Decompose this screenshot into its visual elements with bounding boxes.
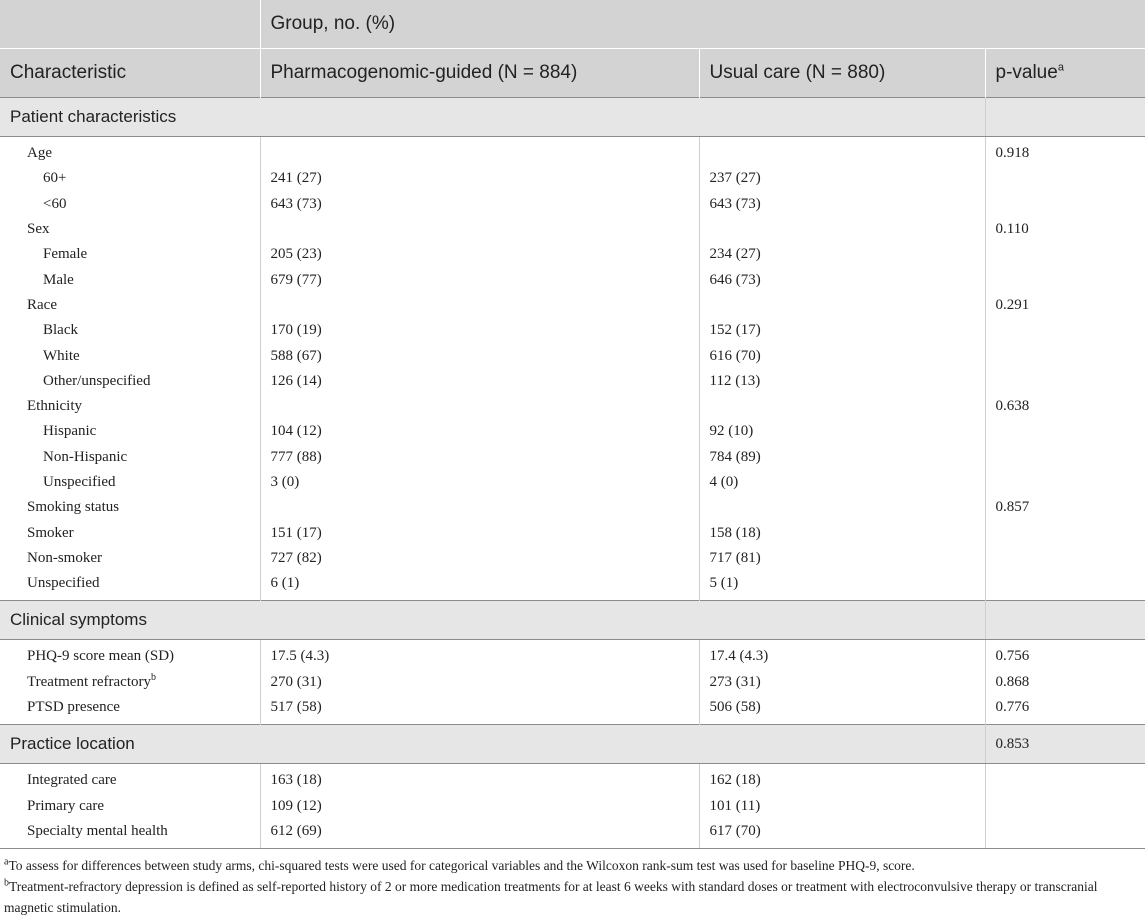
header-pvalue-text: p-value — [995, 62, 1058, 83]
row-label-text: Ethnicity — [27, 398, 82, 415]
section-pvalue: 0.853 — [985, 725, 1145, 764]
p-value — [985, 546, 1145, 571]
pgx-value — [260, 217, 699, 242]
section-row — [0, 601, 1145, 640]
section-pvalue — [985, 98, 1145, 137]
usual-care-value: 237 (27) — [699, 166, 985, 191]
pgx-value: 588 (67) — [260, 343, 699, 368]
table-header — [0, 0, 1145, 98]
p-value: 0.918 — [995, 145, 1030, 162]
table-row — [0, 819, 1145, 849]
pgx-value: 6 (1) — [260, 571, 699, 601]
row-label-text: Age — [27, 145, 52, 162]
usual-care-value: 112 (13) — [699, 369, 985, 394]
table-row — [0, 267, 1145, 292]
row-label-text: Smoker — [27, 524, 74, 541]
row-label — [0, 819, 260, 849]
pgx-value: 205 (23) — [260, 242, 699, 267]
table-row — [0, 137, 1145, 167]
row-label — [0, 520, 260, 545]
header-pvalue-sup: a — [1057, 61, 1064, 74]
row-label-text: Primary care — [27, 797, 105, 814]
usual-care-value: 158 (18) — [699, 520, 985, 545]
p-value — [985, 419, 1145, 444]
footnotes — [0, 849, 1145, 918]
table-body — [0, 98, 1145, 849]
table-row — [0, 217, 1145, 242]
usual-care-value: 616 (70) — [699, 343, 985, 368]
section-row — [0, 725, 1145, 764]
header-pgx: Pharmacogenomic-guided (N = 884) — [260, 49, 699, 98]
group-header: Group, no. (%) — [260, 0, 1145, 49]
table-row — [0, 242, 1145, 267]
row-label-text: Unspecified — [43, 474, 116, 490]
header-pvalue — [985, 49, 1145, 98]
row-label — [0, 343, 260, 368]
p-value — [985, 267, 1145, 292]
row-label — [0, 394, 260, 419]
p-value — [985, 764, 1145, 794]
usual-care-value: 5 (1) — [699, 571, 985, 601]
table-row — [0, 192, 1145, 217]
row-label-text: PHQ-9 score mean (SD) — [27, 648, 175, 665]
row-label-text: 60+ — [43, 170, 67, 187]
table-row — [0, 293, 1145, 318]
pgx-value: 643 (73) — [260, 192, 699, 217]
usual-care-value: 646 (73) — [699, 267, 985, 292]
usual-care-value — [699, 137, 985, 167]
row-label-text: <60 — [43, 195, 67, 212]
row-label — [0, 640, 260, 670]
section-title: Patient characteristics — [0, 98, 985, 137]
table-row — [0, 695, 1145, 725]
pgx-value — [260, 293, 699, 318]
row-label — [0, 217, 260, 242]
footnote-text: To assess for differences between study arms, chi-squared tests were used for categorical variables and the Wilcoxon rank-sum test was used for baseline PHQ-9, score. — [8, 858, 915, 874]
row-label — [0, 546, 260, 571]
p-value — [985, 571, 1145, 601]
row-label — [0, 267, 260, 292]
footnote-text: Treatment-refractory depression is defined as self-reported history of 2 or more medication treatments for at least 6 weeks with standard doses or treatment with electroconvulsive therapy or transcranial magnetic stimulation. — [4, 879, 1098, 916]
table-row — [0, 369, 1145, 394]
pgx-value: 104 (12) — [260, 419, 699, 444]
row-label-text: Specialty mental health — [27, 822, 168, 839]
row-label-text: Other/unspecified — [43, 372, 151, 389]
header-blank-cell — [0, 0, 260, 49]
row-label — [0, 445, 260, 470]
p-value — [985, 819, 1145, 849]
row-label — [0, 293, 260, 318]
table-row — [0, 470, 1145, 495]
pgx-value: 241 (27) — [260, 166, 699, 191]
usual-care-value: 784 (89) — [699, 445, 985, 470]
usual-care-value: 162 (18) — [699, 764, 985, 794]
row-label — [0, 242, 260, 267]
row-label — [0, 419, 260, 444]
row-label-text: Black — [43, 322, 78, 339]
table-row — [0, 640, 1145, 670]
pgx-value — [260, 137, 699, 167]
usual-care-value — [699, 293, 985, 318]
row-label — [0, 137, 260, 167]
row-label — [0, 192, 260, 217]
p-value: 0.868 — [995, 673, 1030, 690]
usual-care-value: 101 (11) — [699, 794, 985, 819]
pgx-value: 170 (19) — [260, 318, 699, 343]
table-row — [0, 419, 1145, 444]
table-row — [0, 546, 1145, 571]
table-row — [0, 343, 1145, 368]
p-value — [985, 318, 1145, 343]
pgx-value: 270 (31) — [260, 670, 699, 695]
usual-care-value: 717 (81) — [699, 546, 985, 571]
usual-care-value — [699, 217, 985, 242]
p-value — [985, 520, 1145, 545]
p-value — [985, 242, 1145, 267]
section-row — [0, 98, 1145, 137]
row-label — [0, 794, 260, 819]
row-label-text: PTSD presence — [27, 699, 120, 716]
p-value — [985, 166, 1145, 191]
usual-care-value: 273 (31) — [699, 670, 985, 695]
p-value: 0.291 — [995, 296, 1030, 313]
header-usual-care: Usual care (N = 880) — [699, 49, 985, 98]
pgx-value: 777 (88) — [260, 445, 699, 470]
row-label-text: Smoking status — [27, 499, 120, 516]
row-label-text: Race — [27, 296, 57, 313]
row-label-text: Treatment refractory — [27, 673, 151, 690]
row-label — [0, 670, 260, 695]
pgx-value: 163 (18) — [260, 764, 699, 794]
row-label — [0, 369, 260, 394]
row-label — [0, 571, 260, 601]
p-value — [985, 343, 1145, 368]
usual-care-value: 4 (0) — [699, 470, 985, 495]
section-title: Practice location — [0, 725, 985, 764]
pgx-value — [260, 495, 699, 520]
usual-care-value: 506 (58) — [699, 695, 985, 725]
usual-care-value: 152 (17) — [699, 318, 985, 343]
header-characteristic: Characteristic — [0, 49, 260, 98]
p-value — [985, 445, 1145, 470]
table-row — [0, 794, 1145, 819]
usual-care-value: 643 (73) — [699, 192, 985, 217]
p-value: 0.776 — [995, 699, 1030, 716]
usual-care-value — [699, 495, 985, 520]
pgx-value — [260, 394, 699, 419]
p-value — [985, 470, 1145, 495]
section-title: Clinical symptoms — [0, 601, 985, 640]
usual-care-value: 617 (70) — [699, 819, 985, 849]
table-row — [0, 318, 1145, 343]
table-row — [0, 166, 1145, 191]
footnote-mark: b — [4, 877, 9, 889]
row-label-text: Integrated care — [27, 772, 117, 789]
table-row — [0, 764, 1145, 794]
usual-care-value — [699, 394, 985, 419]
footnote-mark: a — [4, 856, 9, 868]
usual-care-value: 17.4 (4.3) — [699, 640, 985, 670]
p-value: 0.857 — [995, 499, 1030, 516]
usual-care-value: 234 (27) — [699, 242, 985, 267]
row-label-text: Sex — [27, 221, 50, 238]
row-label-text: Non-smoker — [27, 549, 102, 566]
row-label — [0, 166, 260, 191]
row-label — [0, 695, 260, 725]
pgx-value: 109 (12) — [260, 794, 699, 819]
pgx-value: 17.5 (4.3) — [260, 640, 699, 670]
pgx-value: 3 (0) — [260, 470, 699, 495]
row-label-text: Female — [43, 246, 88, 263]
row-label-text: Non-Hispanic — [43, 448, 128, 465]
row-label — [0, 764, 260, 794]
table-row — [0, 495, 1145, 520]
footnote — [4, 855, 1141, 876]
table-row — [0, 670, 1145, 695]
row-label-text: Unspecified — [27, 575, 100, 592]
table-row — [0, 394, 1145, 419]
table-row — [0, 520, 1145, 545]
pgx-value: 679 (77) — [260, 267, 699, 292]
pgx-value: 727 (82) — [260, 546, 699, 571]
row-label-sup: b — [150, 671, 156, 683]
pgx-value: 612 (69) — [260, 819, 699, 849]
row-label — [0, 470, 260, 495]
pgx-value: 151 (17) — [260, 520, 699, 545]
p-value — [985, 192, 1145, 217]
p-value: 0.110 — [995, 221, 1029, 238]
p-value: 0.638 — [995, 398, 1030, 415]
row-label-text: Male — [43, 271, 74, 288]
p-value — [985, 369, 1145, 394]
row-label — [0, 495, 260, 520]
footnote — [4, 876, 1141, 918]
section-pvalue — [985, 601, 1145, 640]
pgx-value: 517 (58) — [260, 695, 699, 725]
pgx-value: 126 (14) — [260, 369, 699, 394]
row-label-text: White — [43, 347, 80, 364]
usual-care-value: 92 (10) — [699, 419, 985, 444]
row-label-text: Hispanic — [43, 423, 97, 440]
p-value: 0.756 — [995, 648, 1030, 665]
table-row — [0, 445, 1145, 470]
p-value — [985, 794, 1145, 819]
table-row — [0, 571, 1145, 601]
row-label — [0, 318, 260, 343]
